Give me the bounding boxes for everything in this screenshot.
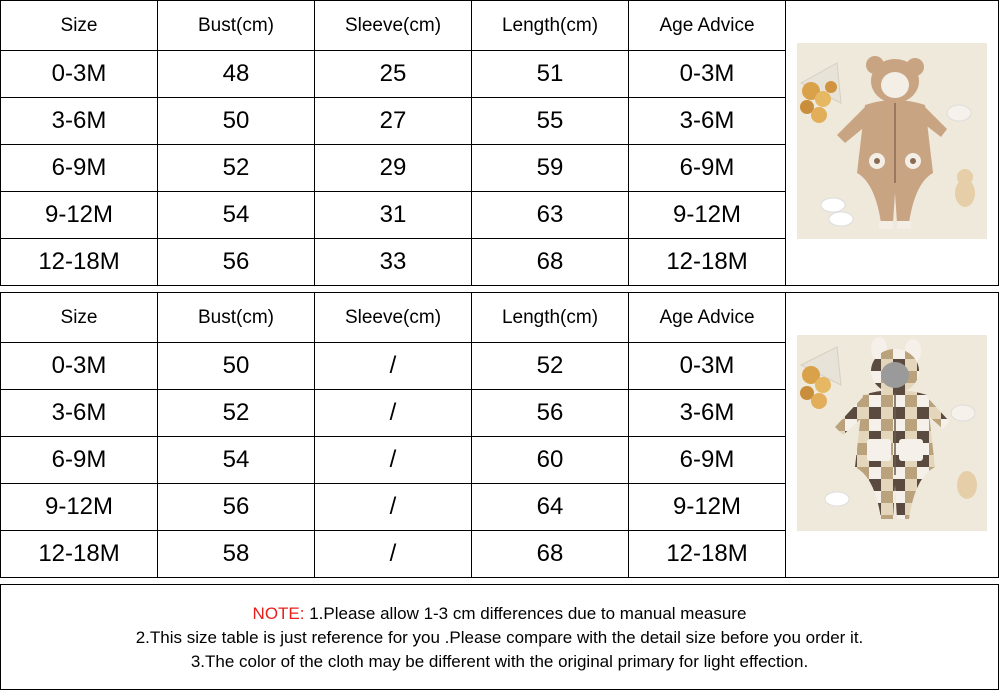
bust-cell: 54 bbox=[158, 192, 315, 239]
length-cell: 60 bbox=[472, 437, 629, 484]
age-cell: 12-18M bbox=[629, 239, 786, 286]
length-cell: 63 bbox=[472, 192, 629, 239]
note-line-2: 2.This size table is just reference for you .Please compare with the detail size before you order it. bbox=[135, 628, 864, 647]
size-table-1 bbox=[0, 0, 999, 286]
age-cell: 12-18M bbox=[629, 531, 786, 578]
sleeve-cell: / bbox=[315, 437, 472, 484]
bust-cell: 50 bbox=[158, 98, 315, 145]
age-cell: 0-3M bbox=[629, 51, 786, 98]
header-length: Length(cm) bbox=[472, 293, 629, 343]
length-cell: 52 bbox=[472, 343, 629, 390]
length-cell: 64 bbox=[472, 484, 629, 531]
age-cell: 6-9M bbox=[629, 437, 786, 484]
length-cell: 55 bbox=[472, 98, 629, 145]
bust-cell: 54 bbox=[158, 437, 315, 484]
length-cell: 51 bbox=[472, 51, 629, 98]
sleeve-cell: 33 bbox=[315, 239, 472, 286]
sleeve-cell: / bbox=[315, 343, 472, 390]
size-cell: 3-6M bbox=[1, 390, 158, 437]
header-bust: Bust(cm) bbox=[158, 293, 315, 343]
size-cell: 9-12M bbox=[1, 484, 158, 531]
header-age-advice: Age Advice bbox=[629, 1, 786, 51]
bust-cell: 56 bbox=[158, 484, 315, 531]
header-age-advice: Age Advice bbox=[629, 293, 786, 343]
header-row bbox=[1, 1, 999, 51]
age-cell: 6-9M bbox=[629, 145, 786, 192]
length-cell: 68 bbox=[472, 239, 629, 286]
age-cell: 9-12M bbox=[629, 484, 786, 531]
size-cell: 12-18M bbox=[1, 239, 158, 286]
header-bust: Bust(cm) bbox=[158, 1, 315, 51]
header-sleeve: Sleeve(cm) bbox=[315, 293, 472, 343]
sleeve-cell: 27 bbox=[315, 98, 472, 145]
sleeve-cell: / bbox=[315, 484, 472, 531]
size-cell: 12-18M bbox=[1, 531, 158, 578]
header-row bbox=[1, 293, 999, 343]
bust-cell: 52 bbox=[158, 145, 315, 192]
sleeve-cell: 29 bbox=[315, 145, 472, 192]
bust-cell: 50 bbox=[158, 343, 315, 390]
sleeve-cell: / bbox=[315, 390, 472, 437]
sleeve-cell: 25 bbox=[315, 51, 472, 98]
age-cell: 9-12M bbox=[629, 192, 786, 239]
length-cell: 56 bbox=[472, 390, 629, 437]
size-cell: 0-3M bbox=[1, 51, 158, 98]
bust-cell: 58 bbox=[158, 531, 315, 578]
header-size: Size bbox=[1, 293, 158, 343]
product-photo-cell-1 bbox=[786, 1, 999, 286]
length-cell: 68 bbox=[472, 531, 629, 578]
sleeve-cell: 31 bbox=[315, 192, 472, 239]
age-cell: 3-6M bbox=[629, 98, 786, 145]
sleeve-cell: / bbox=[315, 531, 472, 578]
age-cell: 0-3M bbox=[629, 343, 786, 390]
note-line-3: 3.The color of the cloth may be different with the original primary for light effection. bbox=[190, 652, 809, 671]
age-cell: 3-6M bbox=[629, 390, 786, 437]
size-table-2 bbox=[0, 292, 999, 578]
bear-romper-photo bbox=[797, 43, 987, 239]
bust-cell: 52 bbox=[158, 390, 315, 437]
bust-cell: 56 bbox=[158, 239, 315, 286]
note-text-1: 1.Please allow 1-3 cm differences due to manual measure bbox=[304, 604, 747, 623]
length-cell: 59 bbox=[472, 145, 629, 192]
size-cell: 6-9M bbox=[1, 145, 158, 192]
note-line-1 bbox=[1, 604, 998, 624]
bust-cell: 48 bbox=[158, 51, 315, 98]
size-cell: 3-6M bbox=[1, 98, 158, 145]
header-length: Length(cm) bbox=[472, 1, 629, 51]
size-cell: 0-3M bbox=[1, 343, 158, 390]
note-label: NOTE: bbox=[252, 604, 305, 623]
header-sleeve: Sleeve(cm) bbox=[315, 1, 472, 51]
size-cell: 9-12M bbox=[1, 192, 158, 239]
header-size: Size bbox=[1, 1, 158, 51]
size-cell: 6-9M bbox=[1, 437, 158, 484]
plaid-romper-photo bbox=[797, 335, 987, 531]
notes-box bbox=[0, 584, 999, 690]
product-photo-cell-2 bbox=[786, 293, 999, 578]
